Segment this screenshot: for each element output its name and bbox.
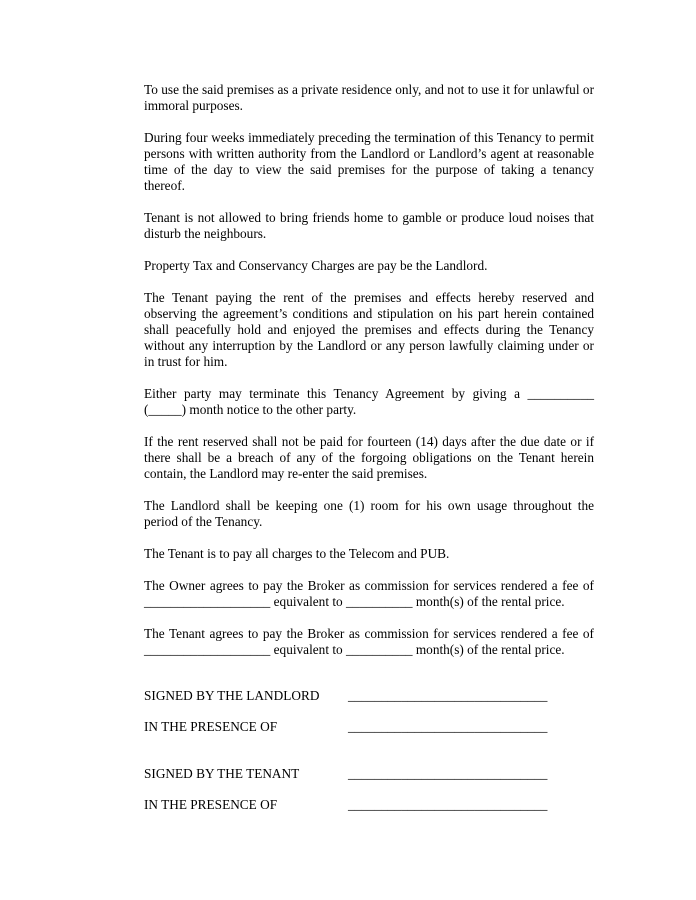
- tenant-signature-line: ______________________________: [348, 766, 548, 781]
- signature-row-landlord: [144, 688, 594, 704]
- clause-landlord-room: The Landlord shall be keeping one (1) room for his own usage throughout the period of the Tenancy.: [144, 498, 594, 529]
- signed-by-tenant-label: SIGNED BY THE TENANT: [144, 766, 300, 781]
- clause-private-residence: To use the said premises as a private residence only, and not to use it for unlawful or immoral purposes.: [144, 82, 594, 113]
- clause-quiet-enjoyment: The Tenant paying the rent of the premises and effects hereby reserved and observing the agreement’s conditions and stipulation on his part herein contained shall peacefully hold and enjoyed the premises and effects during the Tenancy without any interruption by the Landlord or any person lawfully claiming under or in trust for him.: [144, 290, 594, 369]
- landlord-witness-label: IN THE PRESENCE OF: [144, 719, 278, 734]
- signature-row-landlord-witness: [144, 719, 594, 735]
- clause-viewing-permission: During four weeks immediately preceding the termination of this Tenancy to permit persons with written authority from the Landlord or Landlord’s agent at reasonable time of the day to view the said premises for the purpose of taking a tenancy thereof.: [144, 130, 594, 193]
- tenant-witness-line: ______________________________: [348, 797, 548, 812]
- clause-re-entry: If the rent reserved shall not be paid for fourteen (14) days after the due date or if there shall be a breach of any of the forgoing obligations on the Tenant herein contain, the Landlord may re-enter the said premises.: [144, 434, 594, 481]
- clause-noise-gambling: Tenant is not allowed to bring friends home to gamble or produce loud noises that disturb the neighbours.: [144, 210, 594, 241]
- signature-row-tenant-witness: [144, 797, 594, 813]
- clause-telecom-pub: The Tenant is to pay all charges to the Telecom and PUB.: [144, 546, 450, 561]
- signature-row-tenant: [144, 766, 594, 782]
- document-body: [144, 82, 594, 828]
- signature-block: [144, 688, 594, 813]
- landlord-witness-line: ______________________________: [348, 719, 548, 734]
- landlord-signature-line: ______________________________: [348, 688, 548, 703]
- clause-termination-notice: Either party may terminate this Tenancy Agreement by giving a __________ (_____) month notice to the other party.: [144, 386, 594, 417]
- clause-property-tax: Property Tax and Conservancy Charges are pay be the Landlord.: [144, 258, 488, 273]
- clause-owner-commission: The Owner agrees to pay the Broker as commission for services rendered a fee of ___________________ equivalent to __________ month(s) of the rental price.: [144, 578, 594, 609]
- clause-tenant-commission: The Tenant agrees to pay the Broker as commission for services rendered a fee of ___________________ equivalent to __________ month(s) of the rental price.: [144, 626, 594, 657]
- signed-by-landlord-label: SIGNED BY THE LANDLORD: [144, 688, 320, 703]
- tenant-witness-label: IN THE PRESENCE OF: [144, 797, 278, 812]
